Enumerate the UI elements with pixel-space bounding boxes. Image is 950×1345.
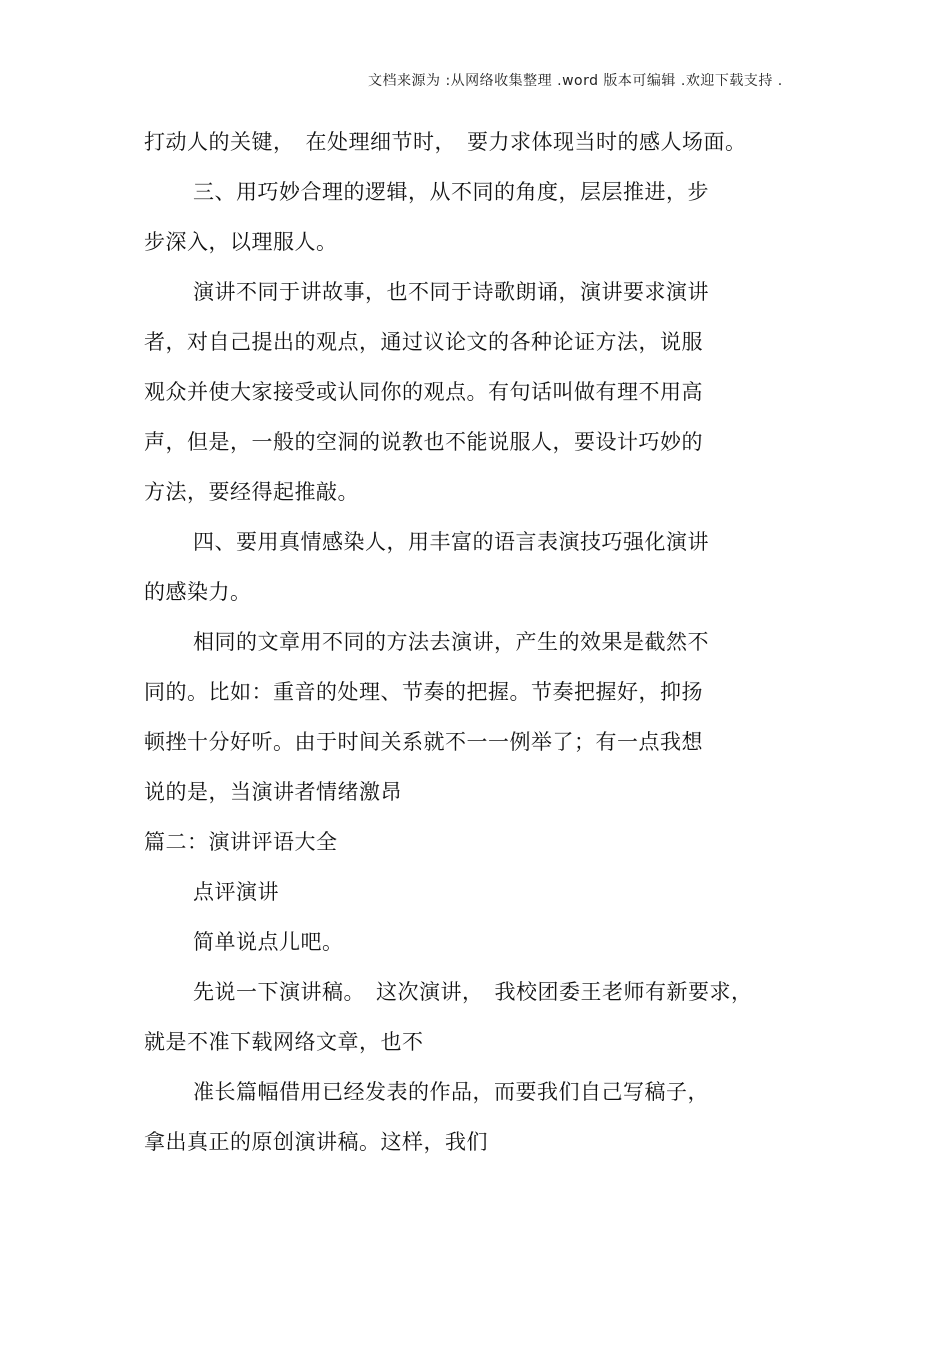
- paragraph-line: 拿出真正的原创演讲稿。这样，我们: [144, 1130, 488, 1154]
- paragraph-line: 观众并使大家接受或认同你的观点。有句话叫做有理不用高: [144, 380, 703, 404]
- paragraph-line: 先说一下演讲稿。 这次演讲， 我校团委王老师有新要求，: [193, 980, 753, 1004]
- paragraph-line: 相同的文章用不同的方法去演讲，产生的效果是截然不: [193, 630, 709, 654]
- paragraph-line: 顿挫十分好听。由于时间关系就不一一例举了；有一点我想: [144, 730, 703, 754]
- paragraph-line: 同的。比如：重音的处理、节奏的把握。节奏把握好，抑扬: [144, 680, 703, 704]
- paragraph-line: 演讲不同于讲故事，也不同于诗歌朗诵，演讲要求演讲: [193, 280, 709, 304]
- paragraph-line: 说的是，当演讲者情绪激昂: [144, 780, 402, 804]
- chapter-title: 篇二：演讲评语大全: [144, 830, 338, 854]
- paragraph-line: 者，对自己提出的观点，通过议论文的各种论证方法，说服: [144, 330, 703, 354]
- paragraph-line: 的感染力。: [144, 580, 252, 604]
- section-heading-3: 三、用巧妙合理的逻辑，从不同的角度，层层推进，步: [193, 180, 709, 204]
- section-heading-4: 四、要用真情感染人，用丰富的语言表演技巧强化演讲: [193, 530, 709, 554]
- paragraph-line: 方法，要经得起推敲。: [144, 480, 359, 504]
- paragraph-line: 准长篇幅借用已经发表的作品，而要我们自己写稿子，: [193, 1080, 709, 1104]
- paragraph-line: 声，但是，一般的空洞的说教也不能说服人，要设计巧妙的: [144, 430, 703, 454]
- paragraph-line: 就是不准下载网络文章，也不: [144, 1030, 424, 1054]
- paragraph-line: 步深入，以理服人。: [144, 230, 338, 254]
- subsection-title: 点评演讲: [193, 880, 279, 904]
- paragraph-line: 打动人的关键， 在处理细节时， 要力求体现当时的感人场面。: [144, 130, 747, 154]
- paragraph-line: 简单说点儿吧。: [193, 930, 344, 954]
- page-header-note: 文档来源为 :从网络收集整理 .word 版本可编辑 .欢迎下载支持 .: [368, 73, 783, 89]
